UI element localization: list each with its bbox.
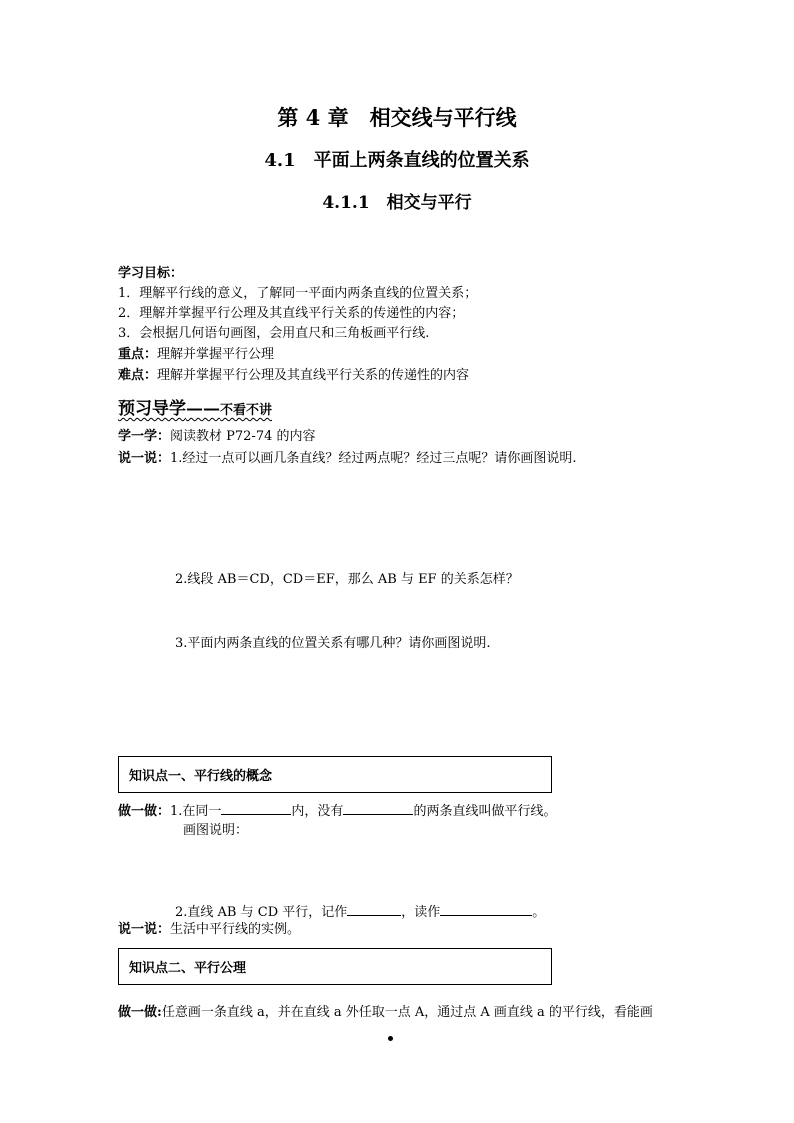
answer-blank-3[interactable] <box>347 902 401 916</box>
answer-blank-1[interactable] <box>221 801 291 815</box>
knowledge-box-1 <box>118 756 552 793</box>
key-point <box>118 346 274 364</box>
objective-item-1: 1．理解平行线的意义，了解同一平面内两条直线的位置关系； <box>118 286 478 301</box>
difficulty-point <box>118 367 469 385</box>
do-label-1: 做一做： <box>118 804 171 819</box>
say-text-2: 生活中平行线的实例。 <box>170 922 301 937</box>
answer-blank-4[interactable] <box>440 902 532 916</box>
key-point-text: 理解并掌握平行公理 <box>157 347 275 362</box>
say-line-1 <box>118 450 577 468</box>
learn-label: 学一学： <box>118 429 171 444</box>
knowledge-box-2 <box>118 948 552 985</box>
page-dot <box>388 1036 393 1041</box>
key-point-label: 重点： <box>118 347 158 362</box>
say-line-2 <box>118 921 300 939</box>
do-line-1: 做一做：1.在同一 内，没有 的两条直线叫做平行线。 <box>118 801 556 821</box>
do-line-3 <box>118 1004 653 1022</box>
preview-question-3: 3.平面内两条直线的位置关系有哪几种？请你画图说明. <box>175 636 491 651</box>
objective-item-3: 3．会根据几何语句画图，会用直尺和三角板画平行线. <box>118 326 430 341</box>
say-label-2: 说一说： <box>118 922 171 937</box>
preview-question-2: 2.线段 AB＝CD，CD＝EF，那么 AB 与 EF 的关系怎样？ <box>175 572 519 587</box>
difficulty-text: 理解并掌握平行公理及其直线平行关系的传递性的内容 <box>157 368 470 383</box>
do-text-3: 任意画一条直线 a，并在直线 a 外任取一点 A，通过点 A 画直线 a 的平行线，看能画 <box>161 1005 653 1020</box>
knowledge-box-2-title: 知识点二、平行公理 <box>129 961 247 976</box>
knowledge-box-1-title: 知识点一、平行线的概念 <box>129 769 273 784</box>
preview-heading-main: 预习导学——不看不讲 <box>118 399 273 419</box>
subsection-title: 4.1.1 相交与平行 <box>322 193 472 213</box>
learn-text: 阅读教材 P72-74 的内容 <box>170 429 316 444</box>
learn-line <box>118 428 316 446</box>
preview-question-1: 1.经过一点可以画几条直线？经过两点呢？经过三点呢？请你画图说明. <box>170 451 577 466</box>
difficulty-label: 难点： <box>118 368 158 383</box>
say-label: 说一说： <box>118 451 171 466</box>
answer-blank-2[interactable] <box>343 801 413 815</box>
chapter-title: 第 4 章 相交线与平行线 <box>277 105 517 130</box>
do-line-2: 2.直线 AB 与 CD 平行，记作 ，读作 。 <box>175 902 545 922</box>
section-title: 4.1 平面上两条直线的位置关系 <box>264 150 530 171</box>
objectives-heading: 学习目标： <box>118 266 184 281</box>
objective-item-2: 2．理解并掌握平行公理及其直线平行关系的传递性的内容； <box>118 306 465 321</box>
draw-note: 画图说明： <box>183 823 249 838</box>
preview-heading <box>118 394 272 419</box>
do-label-3: 做一做: <box>118 1005 162 1020</box>
